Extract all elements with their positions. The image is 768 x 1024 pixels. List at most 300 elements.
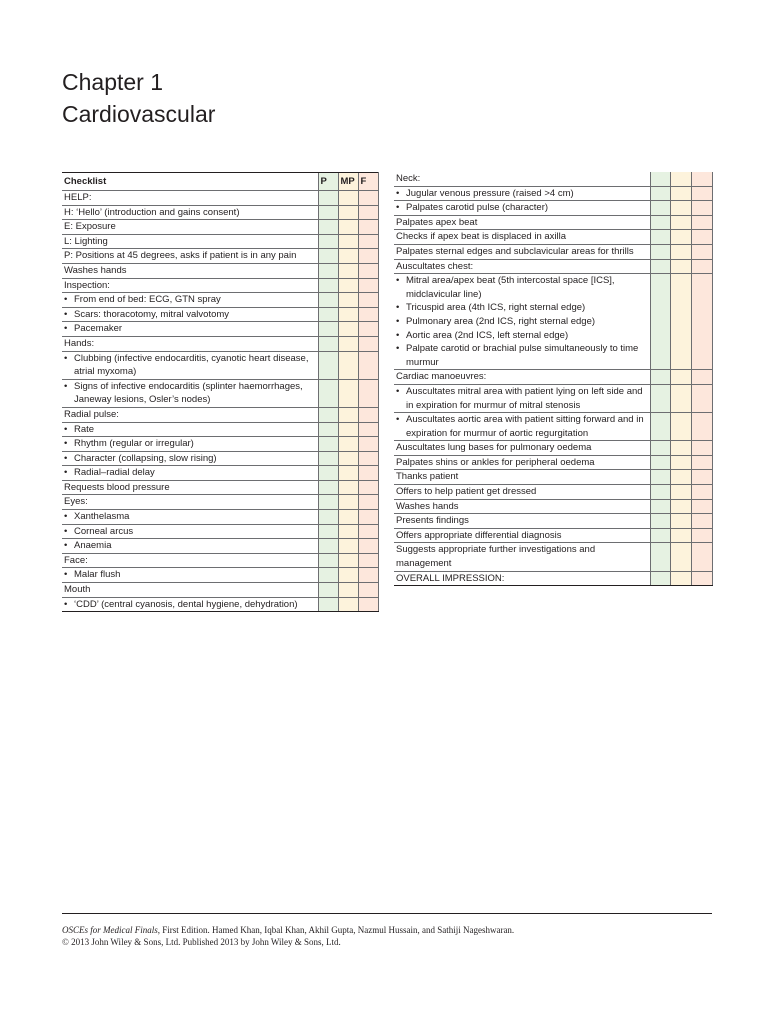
fail-checkbox[interactable] — [691, 259, 712, 274]
checklist-item-text: L: Lighting — [64, 235, 108, 247]
checklist-row — [62, 249, 378, 264]
fail-checkbox[interactable] — [358, 191, 378, 206]
copyright-footer — [62, 913, 712, 948]
checklist-row — [394, 441, 712, 456]
checklist-row — [394, 370, 712, 385]
bullet-icon: • — [64, 352, 68, 364]
fail-checkbox[interactable] — [358, 322, 378, 337]
marginal-pass-checkbox[interactable] — [670, 543, 691, 571]
checklist-item — [396, 216, 650, 230]
checklist-table-left — [62, 172, 379, 612]
checklist-item — [396, 201, 650, 215]
checklist-row — [62, 379, 378, 407]
checklist-item-text: Inspection: — [64, 279, 110, 291]
fail-checkbox[interactable] — [358, 451, 378, 466]
marginal-pass-checkbox[interactable] — [670, 384, 691, 412]
pass-checkbox[interactable] — [318, 583, 338, 598]
checklist-row — [394, 172, 712, 186]
pass-checkbox[interactable] — [650, 201, 670, 216]
checklist-item-cell — [394, 274, 650, 370]
bullet-icon: • — [64, 323, 68, 335]
checklist-row — [394, 571, 712, 586]
checklist-item — [64, 452, 318, 466]
fail-checkbox[interactable] — [358, 583, 378, 598]
checklist-item — [64, 466, 318, 480]
fail-checkbox[interactable] — [691, 543, 712, 571]
pass-checkbox[interactable] — [318, 205, 338, 220]
marginal-pass-checkbox[interactable] — [338, 278, 358, 293]
checklist-item-text: Palpates sternal edges and subclavicular areas for thrills — [396, 245, 634, 257]
marginal-pass-checkbox[interactable] — [338, 583, 358, 598]
pass-checkbox[interactable] — [650, 543, 670, 571]
checklist-row — [62, 480, 378, 495]
checklist-item-text: H: ‘Hello’ (introduction and gains consent) — [64, 206, 240, 218]
fail-checkbox[interactable] — [358, 307, 378, 322]
checklist-row — [62, 597, 378, 612]
checklist-row — [62, 407, 378, 422]
checklist-item — [64, 279, 318, 293]
marginal-pass-checkbox[interactable] — [338, 451, 358, 466]
checklist-item — [64, 308, 318, 322]
pass-checkbox[interactable] — [318, 249, 338, 264]
marginal-pass-checkbox[interactable] — [670, 455, 691, 470]
checklist-item — [396, 301, 650, 315]
chapter-title: Cardiovascular — [62, 101, 216, 127]
fail-checkbox[interactable] — [691, 186, 712, 201]
checklist-item — [64, 249, 318, 263]
fail-checkbox[interactable] — [358, 480, 378, 495]
checklist-item — [396, 187, 650, 201]
fail-checkbox[interactable] — [691, 230, 712, 245]
pass-checkbox[interactable] — [650, 274, 670, 370]
fail-checkbox[interactable] — [358, 234, 378, 249]
checklist-item — [64, 264, 318, 278]
checklist-item-text: Pulmonary area (2nd ICS, right sternal edge) — [406, 315, 596, 327]
checklist-item-cell — [62, 234, 318, 249]
fail-checkbox[interactable] — [358, 495, 378, 510]
marginal-pass-checkbox[interactable] — [338, 379, 358, 407]
marginal-pass-checkbox[interactable] — [670, 413, 691, 441]
checklist-row — [62, 307, 378, 322]
checklist-row — [394, 259, 712, 274]
checklist-item-text: P: Positions at 45 degrees, asks if patient is in any pain — [64, 250, 297, 262]
marginal-pass-checkbox[interactable] — [338, 191, 358, 206]
marginal-pass-checkbox[interactable] — [338, 249, 358, 264]
checklist-item-text: Requests blood pressure — [64, 481, 170, 493]
checklist-item-cell — [62, 495, 318, 510]
checklist-item-cell — [62, 278, 318, 293]
fail-checkbox[interactable] — [358, 293, 378, 308]
fail-checkbox[interactable] — [358, 539, 378, 554]
chapter-heading — [62, 66, 215, 130]
pass-checkbox[interactable] — [650, 370, 670, 385]
checklist-item — [396, 329, 650, 343]
checklist-row — [62, 191, 378, 206]
checklist-item-text: Eyes: — [64, 496, 88, 508]
checklist-item — [396, 543, 650, 570]
bullet-icon: • — [64, 569, 68, 581]
marginal-pass-checkbox[interactable] — [670, 499, 691, 514]
marginal-pass-checkbox[interactable] — [338, 307, 358, 322]
checklist-item-cell — [394, 455, 650, 470]
marginal-pass-checkbox[interactable] — [338, 597, 358, 612]
checklist-item — [64, 437, 318, 451]
checklist-item-text: Clubbing (infective endocarditis, cyanotic heart disease, atrial myxoma) — [74, 352, 309, 378]
pass-checkbox[interactable] — [318, 307, 338, 322]
pass-checkbox[interactable] — [318, 293, 338, 308]
checklist-item-text: E: Exposure — [64, 221, 116, 233]
checklist-item — [64, 206, 318, 220]
book-title: OSCEs for Medical Finals — [62, 925, 158, 935]
checklist-item-text: Jugular venous pressure (raised >4 cm) — [406, 187, 574, 199]
marginal-pass-checkbox[interactable] — [338, 322, 358, 337]
fail-checkbox[interactable] — [358, 437, 378, 452]
checklist-item — [64, 337, 318, 351]
marginal-pass-checkbox[interactable] — [338, 495, 358, 510]
checklist-item-cell — [62, 322, 318, 337]
pass-checkbox[interactable] — [650, 384, 670, 412]
checklist-item-text: Pacemaker — [74, 323, 123, 335]
pass-checkbox[interactable] — [318, 220, 338, 235]
pass-checkbox[interactable] — [650, 514, 670, 529]
checklist-item-cell — [394, 172, 650, 186]
pass-checkbox[interactable] — [318, 597, 338, 612]
checklist-item-cell — [62, 293, 318, 308]
marginal-pass-checkbox[interactable] — [670, 201, 691, 216]
marginal-pass-checkbox[interactable] — [338, 234, 358, 249]
checklist-item-text: Mitral area/apex beat (5th intercostal space [ICS], midclavicular line) — [406, 275, 615, 300]
fail-checkbox[interactable] — [691, 528, 712, 543]
checklist-row — [62, 583, 378, 598]
marginal-pass-checkbox[interactable] — [338, 466, 358, 481]
checklist-item-text: Radial–radial delay — [74, 467, 155, 479]
checklist-item-text: Auscultates lung bases for pulmonary oedema — [396, 442, 592, 454]
footer-citation-rest: , First Edition. Hamed Khan, Iqbal Khan, Akhil Gupta, Nazmul Hussain, and Sathiji Nageshwaran. — [157, 925, 515, 935]
fail-checkbox[interactable] — [691, 485, 712, 500]
bullet-icon: • — [396, 414, 400, 426]
marginal-pass-checkbox[interactable] — [338, 220, 358, 235]
pass-checkbox[interactable] — [318, 336, 338, 351]
checklist-row — [394, 186, 712, 201]
pass-checkbox[interactable] — [318, 437, 338, 452]
checklist-item-cell — [394, 528, 650, 543]
pass-checkbox[interactable] — [318, 379, 338, 407]
fail-checkbox[interactable] — [691, 215, 712, 230]
marginal-pass-checkbox[interactable] — [338, 422, 358, 437]
checklist-item — [396, 529, 650, 543]
fail-checkbox[interactable] — [358, 205, 378, 220]
checklist-row — [62, 553, 378, 568]
checklist-item-text: OVERALL IMPRESSION: — [396, 572, 505, 584]
fail-header: F — [358, 173, 378, 191]
checklist-item-cell — [394, 514, 650, 529]
checklist-row — [394, 470, 712, 485]
pass-checkbox[interactable] — [650, 441, 670, 456]
pass-checkbox[interactable] — [650, 244, 670, 259]
checklist-item — [396, 274, 650, 301]
marginal-pass-header: MP — [338, 173, 358, 191]
pass-header: P — [318, 173, 338, 191]
marginal-pass-checkbox[interactable] — [338, 336, 358, 351]
pass-checkbox[interactable] — [318, 278, 338, 293]
checklist-item-cell — [394, 384, 650, 412]
checklist-item — [396, 385, 650, 412]
fail-checkbox[interactable] — [358, 263, 378, 278]
checklist-item-cell — [394, 259, 650, 274]
checklist-item — [64, 510, 318, 524]
fail-checkbox[interactable] — [691, 470, 712, 485]
pass-checkbox[interactable] — [318, 422, 338, 437]
fail-checkbox[interactable] — [358, 336, 378, 351]
fail-checkbox[interactable] — [691, 201, 712, 216]
checklist-item — [64, 583, 318, 597]
marginal-pass-checkbox[interactable] — [670, 230, 691, 245]
fail-checkbox[interactable] — [691, 455, 712, 470]
checklist-item — [396, 245, 650, 259]
checklist-item-text: Palpates shins or ankles for peripheral oedema — [396, 456, 595, 468]
checklist-item — [64, 322, 318, 336]
marginal-pass-checkbox[interactable] — [670, 528, 691, 543]
fail-checkbox[interactable] — [691, 413, 712, 441]
checklist-item-cell — [394, 244, 650, 259]
checklist-item-cell — [394, 470, 650, 485]
pass-checkbox[interactable] — [650, 172, 670, 186]
checklist-item — [64, 191, 318, 205]
marginal-pass-checkbox[interactable] — [338, 539, 358, 554]
fail-checkbox[interactable] — [691, 571, 712, 586]
fail-checkbox[interactable] — [358, 249, 378, 264]
pass-checkbox[interactable] — [318, 524, 338, 539]
bullet-icon: • — [64, 438, 68, 450]
marginal-pass-checkbox[interactable] — [338, 437, 358, 452]
checklist-item-text: Palpates apex beat — [396, 216, 478, 228]
bullet-icon: • — [64, 511, 68, 523]
checklist-item-text: Washes hands — [396, 500, 459, 512]
fail-checkbox[interactable] — [691, 244, 712, 259]
checklist-item-cell — [394, 370, 650, 385]
fail-checkbox[interactable] — [358, 524, 378, 539]
bullet-icon: • — [64, 452, 68, 464]
pass-checkbox[interactable] — [318, 234, 338, 249]
pass-checkbox[interactable] — [318, 191, 338, 206]
checklist-item-cell — [394, 543, 650, 571]
pass-checkbox[interactable] — [650, 455, 670, 470]
checklist-item-text: Character (collapsing, slow rising) — [74, 452, 217, 464]
fail-checkbox[interactable] — [358, 568, 378, 583]
marginal-pass-checkbox[interactable] — [338, 553, 358, 568]
checklist-item-text: Presents findings — [396, 515, 469, 527]
marginal-pass-checkbox[interactable] — [670, 259, 691, 274]
pass-checkbox[interactable] — [650, 499, 670, 514]
marginal-pass-checkbox[interactable] — [670, 172, 691, 186]
fail-checkbox[interactable] — [691, 274, 712, 370]
checklist-item-text: Tricuspid area (4th ICS, right sternal edge) — [406, 302, 586, 314]
pass-checkbox[interactable] — [650, 528, 670, 543]
fail-checkbox[interactable] — [358, 278, 378, 293]
fail-checkbox[interactable] — [358, 466, 378, 481]
pass-checkbox[interactable] — [318, 451, 338, 466]
checklist-item — [64, 495, 318, 509]
pass-checkbox[interactable] — [650, 230, 670, 245]
pass-checkbox[interactable] — [650, 413, 670, 441]
marginal-pass-checkbox[interactable] — [338, 293, 358, 308]
checklist-item — [396, 315, 650, 329]
marginal-pass-checkbox[interactable] — [338, 510, 358, 525]
pass-checkbox[interactable] — [650, 259, 670, 274]
pass-checkbox[interactable] — [318, 480, 338, 495]
fail-checkbox[interactable] — [358, 597, 378, 612]
checklist-item-cell — [62, 336, 318, 351]
checklist-item-cell — [62, 466, 318, 481]
bullet-icon: • — [396, 385, 400, 397]
checklist-row — [62, 205, 378, 220]
checklist-item-text: From end of bed: ECG, GTN spray — [74, 294, 221, 306]
marginal-pass-checkbox[interactable] — [338, 568, 358, 583]
checklist-row — [62, 466, 378, 481]
checklist-item-text: Anaemia — [74, 540, 112, 552]
pass-checkbox[interactable] — [650, 485, 670, 500]
fail-checkbox[interactable] — [358, 422, 378, 437]
checklist-row — [394, 230, 712, 245]
marginal-pass-checkbox[interactable] — [670, 485, 691, 500]
checklist-row — [394, 215, 712, 230]
marginal-pass-checkbox[interactable] — [670, 186, 691, 201]
checklist-item — [64, 380, 318, 407]
pass-checkbox[interactable] — [318, 553, 338, 568]
marginal-pass-checkbox[interactable] — [338, 524, 358, 539]
bullet-icon: • — [396, 315, 400, 327]
checklist-item — [396, 572, 650, 586]
checklist-row — [62, 568, 378, 583]
marginal-pass-checkbox[interactable] — [670, 244, 691, 259]
marginal-pass-checkbox[interactable] — [670, 441, 691, 456]
checklist-item — [396, 260, 650, 274]
marginal-pass-checkbox[interactable] — [670, 470, 691, 485]
checklist-item-cell — [394, 201, 650, 216]
marginal-pass-checkbox[interactable] — [670, 571, 691, 586]
marginal-pass-checkbox[interactable] — [670, 215, 691, 230]
checklist-item — [64, 408, 318, 422]
pass-checkbox[interactable] — [650, 186, 670, 201]
checklist-item — [396, 370, 650, 384]
marginal-pass-checkbox[interactable] — [670, 274, 691, 370]
marginal-pass-checkbox[interactable] — [338, 351, 358, 379]
checklist-item-cell — [62, 422, 318, 437]
pass-checkbox[interactable] — [318, 510, 338, 525]
pass-checkbox[interactable] — [318, 466, 338, 481]
pass-checkbox[interactable] — [650, 470, 670, 485]
checklist-item-text: Corneal arcus — [74, 525, 134, 537]
checklist-item — [64, 352, 318, 379]
checklist-item-text: Face: — [64, 554, 88, 566]
checklist-row — [62, 437, 378, 452]
fail-checkbox[interactable] — [358, 351, 378, 379]
marginal-pass-checkbox[interactable] — [670, 514, 691, 529]
fail-checkbox[interactable] — [691, 172, 712, 186]
bullet-icon: • — [64, 294, 68, 306]
fail-checkbox[interactable] — [691, 384, 712, 412]
checklist-item — [64, 235, 318, 249]
fail-checkbox[interactable] — [358, 407, 378, 422]
checklist-item-text: Xanthelasma — [74, 511, 130, 523]
marginal-pass-checkbox[interactable] — [338, 205, 358, 220]
checklist-item — [64, 568, 318, 582]
pass-checkbox[interactable] — [650, 215, 670, 230]
pass-checkbox[interactable] — [318, 263, 338, 278]
pass-checkbox[interactable] — [318, 351, 338, 379]
checklist-header-row — [62, 173, 378, 191]
bullet-icon: • — [396, 329, 400, 341]
fail-checkbox[interactable] — [358, 553, 378, 568]
checklist-row — [62, 451, 378, 466]
fail-checkbox[interactable] — [358, 220, 378, 235]
checklist-item — [396, 470, 650, 484]
checklist-item — [396, 441, 650, 455]
pass-checkbox[interactable] — [318, 495, 338, 510]
checklist-item — [64, 481, 318, 495]
bullet-icon: • — [64, 598, 68, 610]
fail-checkbox[interactable] — [691, 370, 712, 385]
checklist-item-cell — [62, 351, 318, 379]
checklist-item-cell — [394, 441, 650, 456]
checklist-item-cell — [394, 571, 650, 586]
checklist-item — [64, 539, 318, 553]
checklist-row — [394, 244, 712, 259]
marginal-pass-checkbox[interactable] — [670, 370, 691, 385]
checklist-item-cell — [62, 437, 318, 452]
checklist-item-cell — [62, 407, 318, 422]
checklist-item-text: Suggests appropriate further investigations and management — [396, 544, 596, 570]
fail-checkbox[interactable] — [691, 514, 712, 529]
checklist-item-text: HELP: — [64, 192, 92, 203]
marginal-pass-checkbox[interactable] — [338, 407, 358, 422]
fail-checkbox[interactable] — [691, 499, 712, 514]
footer-copyright: © 2013 John Wiley & Sons, Ltd. Published 2013 by John Wiley & Sons, Ltd. — [62, 937, 341, 947]
fail-checkbox[interactable] — [358, 379, 378, 407]
checklist-item-cell — [62, 307, 318, 322]
checklist-item-cell — [62, 553, 318, 568]
checklist-row — [62, 322, 378, 337]
pass-checkbox[interactable] — [318, 568, 338, 583]
checklist-row — [394, 201, 712, 216]
checklist-item-cell — [62, 510, 318, 525]
fail-checkbox[interactable] — [358, 510, 378, 525]
pass-checkbox[interactable] — [318, 539, 338, 554]
pass-checkbox[interactable] — [318, 322, 338, 337]
checklist-item-cell — [62, 539, 318, 554]
bullet-icon: • — [396, 202, 400, 214]
checklist-table-right — [394, 172, 713, 586]
checklist-item-cell — [394, 485, 650, 500]
pass-checkbox[interactable] — [650, 571, 670, 586]
marginal-pass-checkbox[interactable] — [338, 263, 358, 278]
checklist-header: Checklist — [62, 173, 318, 191]
checklist-row — [394, 528, 712, 543]
marginal-pass-checkbox[interactable] — [338, 480, 358, 495]
checklist-row — [62, 220, 378, 235]
checklist-item — [64, 554, 318, 568]
bullet-icon: • — [396, 343, 400, 355]
checklist-item-text: Auscultates chest: — [396, 260, 474, 272]
checklist-item-text: Rhythm (regular or irregular) — [74, 438, 194, 450]
checklist-item — [396, 500, 650, 514]
checklist-item-text: ‘CDD’ (central cyanosis, dental hygiene, dehydration) — [74, 598, 298, 610]
fail-checkbox[interactable] — [691, 441, 712, 456]
pass-checkbox[interactable] — [318, 407, 338, 422]
checklist-row — [62, 336, 378, 351]
checklist-row — [62, 234, 378, 249]
checklist-item-cell — [62, 249, 318, 264]
